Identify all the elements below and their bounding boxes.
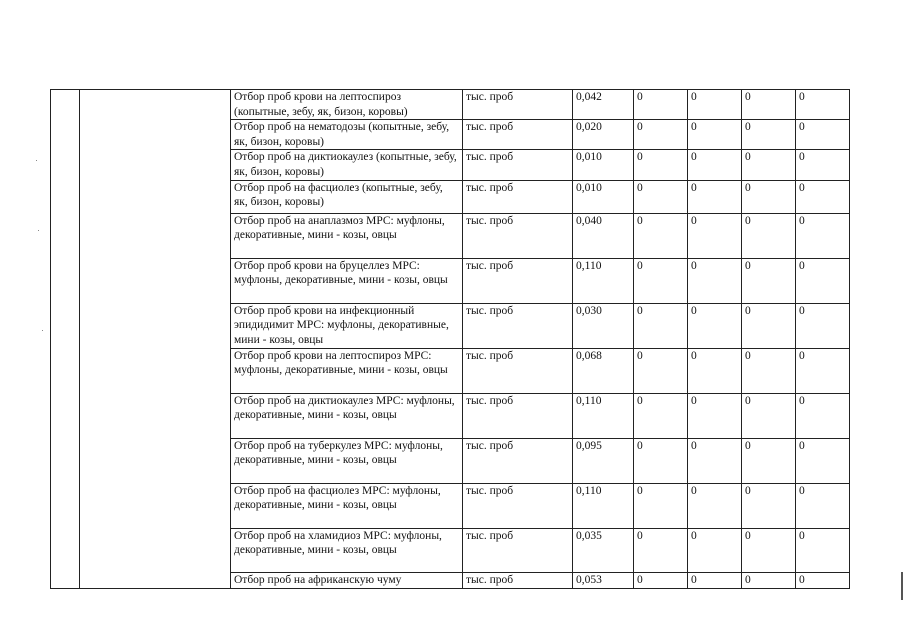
unit-cell: тыс. проб [463, 438, 573, 483]
period-value-cell: 0 [796, 120, 850, 150]
unit-cell: тыс. проб [463, 180, 573, 213]
procedure-name-cell: Отбор проб крови на лептоспироз МРС: муфлоны, декоративные, мини - козы, овцы [231, 348, 463, 393]
period-value-cell: 0 [634, 303, 688, 348]
value-cell: 0,110 [573, 483, 634, 528]
procedure-name-cell: Отбор проб на африканскую чуму [231, 572, 463, 588]
procedure-name-cell: Отбор проб на диктиокаулез МРС: муфлоны, декоративные, мини - козы, овцы [231, 393, 463, 438]
period-value-cell: 0 [742, 213, 796, 258]
value-cell: 0,035 [573, 528, 634, 572]
scan-speck [42, 330, 43, 331]
period-value-cell: 0 [688, 213, 742, 258]
unit-cell: тыс. проб [463, 90, 573, 120]
period-value-cell: 0 [742, 258, 796, 303]
value-cell: 0,040 [573, 213, 634, 258]
period-value-cell: 0 [634, 483, 688, 528]
unit-cell: тыс. проб [463, 572, 573, 588]
period-value-cell: 0 [634, 180, 688, 213]
procedures-table [50, 89, 850, 589]
period-value-cell: 0 [634, 572, 688, 588]
period-value-cell: 0 [634, 90, 688, 120]
value-cell: 0,030 [573, 303, 634, 348]
period-value-cell: 0 [796, 90, 850, 120]
period-value-cell: 0 [688, 258, 742, 303]
scan-edge-mark [901, 572, 903, 600]
unit-cell: тыс. проб [463, 348, 573, 393]
period-value-cell: 0 [742, 393, 796, 438]
period-value-cell: 0 [688, 303, 742, 348]
value-cell: 0,010 [573, 180, 634, 213]
period-value-cell: 0 [742, 572, 796, 588]
scan-speck [36, 160, 37, 161]
procedure-name-cell: Отбор проб крови на лептоспироз (копытные, зебу, як, бизон, коровы) [231, 90, 463, 120]
value-cell: 0,095 [573, 438, 634, 483]
period-value-cell: 0 [742, 150, 796, 180]
period-value-cell: 0 [796, 180, 850, 213]
unit-cell: тыс. проб [463, 120, 573, 150]
procedure-name-cell: Отбор проб на нематодозы (копытные, зебу, як, бизон, коровы) [231, 120, 463, 150]
period-value-cell: 0 [634, 348, 688, 393]
period-value-cell: 0 [742, 120, 796, 150]
period-value-cell: 0 [688, 180, 742, 213]
period-value-cell: 0 [796, 528, 850, 572]
period-value-cell: 0 [688, 90, 742, 120]
period-value-cell: 0 [688, 572, 742, 588]
unit-cell: тыс. проб [463, 393, 573, 438]
value-cell: 0,053 [573, 572, 634, 588]
period-value-cell: 0 [742, 180, 796, 213]
period-value-cell: 0 [634, 213, 688, 258]
period-value-cell: 0 [742, 483, 796, 528]
period-value-cell: 0 [796, 258, 850, 303]
period-value-cell: 0 [688, 528, 742, 572]
empty-index-column [51, 90, 80, 589]
procedure-name-cell: Отбор проб на фасциолез (копытные, зебу, як, бизон, коровы) [231, 180, 463, 213]
procedure-name-cell: Отбор проб на хламидиоз МРС: муфлоны, декоративные, мини - козы, овцы [231, 528, 463, 572]
period-value-cell: 0 [742, 438, 796, 483]
period-value-cell: 0 [742, 528, 796, 572]
procedure-name-cell: Отбор проб на диктиокаулез (копытные, зебу, як, бизон, коровы) [231, 150, 463, 180]
period-value-cell: 0 [742, 303, 796, 348]
period-value-cell: 0 [634, 528, 688, 572]
procedure-name-cell: Отбор проб на туберкулез МРС: муфлоны, декоративные, мини - козы, овцы [231, 438, 463, 483]
scan-speck [38, 230, 39, 231]
unit-cell: тыс. проб [463, 483, 573, 528]
period-value-cell: 0 [742, 90, 796, 120]
period-value-cell: 0 [796, 303, 850, 348]
unit-cell: тыс. проб [463, 150, 573, 180]
value-cell: 0,068 [573, 348, 634, 393]
table-row [51, 90, 850, 120]
period-value-cell: 0 [688, 120, 742, 150]
period-value-cell: 0 [688, 348, 742, 393]
unit-cell: тыс. проб [463, 303, 573, 348]
procedure-name-cell: Отбор проб крови на бруцеллез МРС: муфлоны, декоративные, мини - козы, овцы [231, 258, 463, 303]
period-value-cell: 0 [688, 483, 742, 528]
period-value-cell: 0 [688, 150, 742, 180]
period-value-cell: 0 [634, 120, 688, 150]
period-value-cell: 0 [688, 438, 742, 483]
value-cell: 0,110 [573, 258, 634, 303]
period-value-cell: 0 [796, 213, 850, 258]
period-value-cell: 0 [796, 348, 850, 393]
period-value-cell: 0 [796, 438, 850, 483]
period-value-cell: 0 [796, 150, 850, 180]
period-value-cell: 0 [796, 572, 850, 588]
period-value-cell: 0 [634, 258, 688, 303]
procedure-name-cell: Отбор проб крови на инфекционный эпидидимит МРС: муфлоны, декоративные, мини - козы, овцы [231, 303, 463, 348]
value-cell: 0,110 [573, 393, 634, 438]
period-value-cell: 0 [742, 348, 796, 393]
value-cell: 0,042 [573, 90, 634, 120]
period-value-cell: 0 [796, 393, 850, 438]
unit-cell: тыс. проб [463, 213, 573, 258]
procedure-name-cell: Отбор проб на анаплазмоз МРС: муфлоны, декоративные, мини - козы, овцы [231, 213, 463, 258]
unit-cell: тыс. проб [463, 258, 573, 303]
period-value-cell: 0 [634, 438, 688, 483]
period-value-cell: 0 [634, 393, 688, 438]
unit-cell: тыс. проб [463, 528, 573, 572]
value-cell: 0,020 [573, 120, 634, 150]
value-cell: 0,010 [573, 150, 634, 180]
period-value-cell: 0 [634, 150, 688, 180]
period-value-cell: 0 [796, 483, 850, 528]
empty-section-column [80, 90, 231, 589]
procedure-name-cell: Отбор проб на фасциолез МРС: муфлоны, декоративные, мини - козы, овцы [231, 483, 463, 528]
period-value-cell: 0 [688, 393, 742, 438]
